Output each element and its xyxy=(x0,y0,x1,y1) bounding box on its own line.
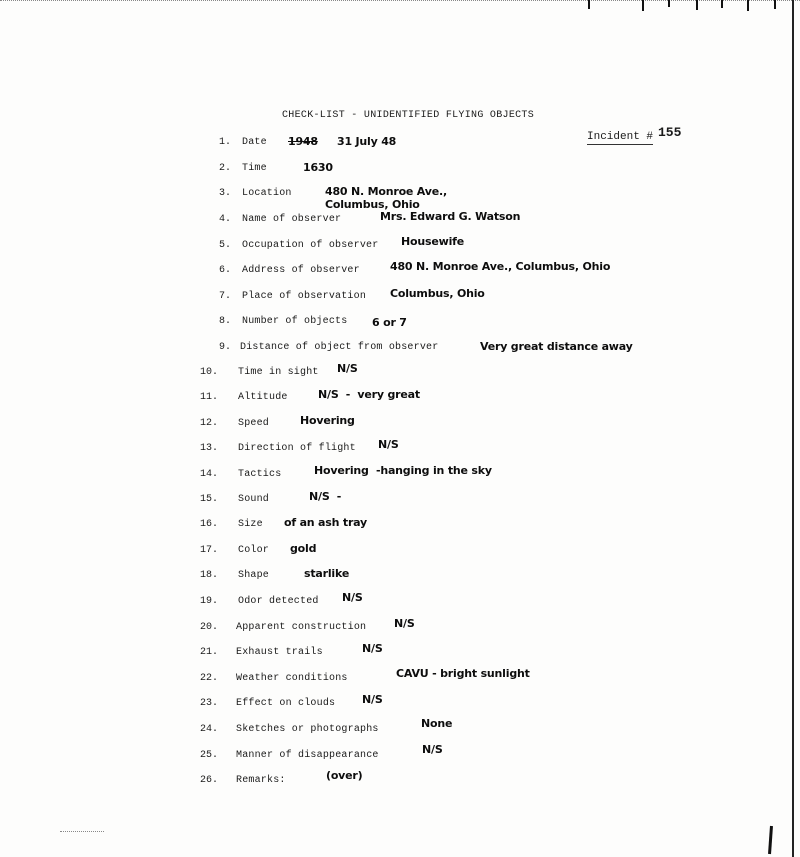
item-label-weather-conditions: Weather conditions xyxy=(236,673,348,684)
item-label-time: Time xyxy=(242,163,267,174)
item-number-22: 22. xyxy=(199,673,218,684)
item-label-number-of-objects: Number of objects xyxy=(242,316,348,327)
item-number-8: 8. xyxy=(218,316,231,327)
item-number-26: 26. xyxy=(199,775,218,786)
item-value-date: 31 July 48 xyxy=(337,135,397,148)
item-value-location-line2: Columbus, Ohio xyxy=(325,198,420,211)
item-number-18: 18. xyxy=(199,570,218,581)
item-value-color: gold xyxy=(290,542,317,555)
bottom-dotted-mark xyxy=(60,831,104,832)
item-value-weather-conditions: CAVU - bright sunlight xyxy=(396,667,530,680)
item-value-speed: Hovering xyxy=(300,414,355,427)
item-value-distance: Very great distance away xyxy=(480,340,633,353)
item-number-21: 21. xyxy=(199,647,218,658)
item-label-remarks: Remarks: xyxy=(236,775,286,786)
item-label-color: Color xyxy=(238,545,270,556)
item-value-occupation: Housewife xyxy=(401,235,464,248)
item-value-address: 480 N. Monroe Ave., Columbus, Ohio xyxy=(390,260,611,273)
item-number-19: 19. xyxy=(199,596,218,607)
item-value-number-of-objects: 6 or 7 xyxy=(372,316,407,329)
item-value-place-of-observation: Columbus, Ohio xyxy=(390,287,485,300)
item-number-6: 6. xyxy=(218,265,231,276)
item-label-size: Size xyxy=(238,519,263,530)
incident-label: Incident # xyxy=(587,131,654,143)
item-label-tactics: Tactics xyxy=(238,469,282,480)
item-label-address: Address of observer xyxy=(242,265,360,276)
item-number-5: 5. xyxy=(218,240,231,251)
item-value-remarks: (over) xyxy=(326,769,363,782)
item-number-25: 25. xyxy=(199,750,218,761)
item-value-size: of an ash tray xyxy=(284,516,368,529)
item-number-7: 7. xyxy=(218,291,231,302)
document-title: CHECK-LIST - UNIDENTIFIED FLYING OBJECTS xyxy=(282,110,535,121)
item-label-time-in-sight: Time in sight xyxy=(238,367,319,378)
item-label-apparent-construction: Apparent construction xyxy=(236,622,367,633)
item-label-location: Location xyxy=(242,188,292,199)
item-number-2: 2. xyxy=(218,163,231,174)
item-value-apparent-construction: N/S xyxy=(394,617,415,630)
item-label-occupation: Occupation of observer xyxy=(242,240,379,251)
item-number-23: 23. xyxy=(199,698,218,709)
item-label-sound: Sound xyxy=(238,494,270,505)
right-edge-line xyxy=(792,0,794,857)
item-label-exhaust-trails: Exhaust trails xyxy=(236,647,323,658)
incident-block xyxy=(587,125,682,145)
item-value-direction-of-flight: N/S xyxy=(378,438,399,451)
top-scan-marks xyxy=(550,0,800,12)
item-value-location-line1: 480 N. Monroe Ave., xyxy=(325,185,447,198)
item-label-speed: Speed xyxy=(238,418,270,429)
item-number-4: 4. xyxy=(218,214,231,225)
incident-number: 155 xyxy=(658,125,682,140)
item-label-name-of-observer: Name of observer xyxy=(242,214,342,225)
item-value-sketches: None xyxy=(421,717,453,730)
item-number-12: 12. xyxy=(199,418,218,429)
item-label-place-of-observation: Place of observation xyxy=(242,291,367,302)
item-label-direction-of-flight: Direction of flight xyxy=(238,443,356,454)
item-number-17: 17. xyxy=(199,545,218,556)
item-value-time: 1630 xyxy=(303,161,333,174)
item-value-effect-on-clouds: N/S xyxy=(362,693,383,706)
item-value-tactics: Hovering -hanging in the sky xyxy=(314,464,492,477)
item-label-manner-of-disappearance: Manner of disappearance xyxy=(236,750,379,761)
item-number-11: 11. xyxy=(199,392,218,403)
item-label-altitude: Altitude xyxy=(238,392,288,403)
item-value-name-of-observer: Mrs. Edward G. Watson xyxy=(380,210,521,223)
item-label-effect-on-clouds: Effect on clouds xyxy=(236,698,336,709)
item-label-odor-detected: Odor detected xyxy=(238,596,319,607)
item-value-exhaust-trails: N/S xyxy=(362,642,383,655)
item-label-shape: Shape xyxy=(238,570,270,581)
item-number-13: 13. xyxy=(199,443,218,454)
item-value-shape: starlike xyxy=(304,567,350,580)
item-label-sketches: Sketches or photographs xyxy=(236,724,379,735)
item-number-3: 3. xyxy=(218,188,231,199)
item-number-15: 15. xyxy=(199,494,218,505)
item-number-20: 20. xyxy=(199,622,218,633)
item-number-24: 24. xyxy=(199,724,218,735)
item-number-14: 14. xyxy=(199,469,218,480)
item-label-date: Date xyxy=(242,137,267,148)
item-value-sound: N/S - xyxy=(309,490,342,503)
item-value-time-in-sight: N/S xyxy=(337,362,358,375)
item-number-9: 9. xyxy=(218,342,231,353)
item-number-16: 16. xyxy=(199,519,218,530)
item-number-1: 1. xyxy=(218,137,231,148)
item-value-manner-of-disappearance: N/S xyxy=(422,743,443,756)
item-value-odor-detected: N/S xyxy=(342,591,363,604)
item-value-date-crossed: 1948 xyxy=(288,135,318,148)
item-label-distance: Distance of object from observer xyxy=(240,342,439,353)
item-value-altitude: N/S - very great xyxy=(318,388,420,401)
bottom-edge-mark xyxy=(768,826,773,854)
item-number-10: 10. xyxy=(199,367,218,378)
